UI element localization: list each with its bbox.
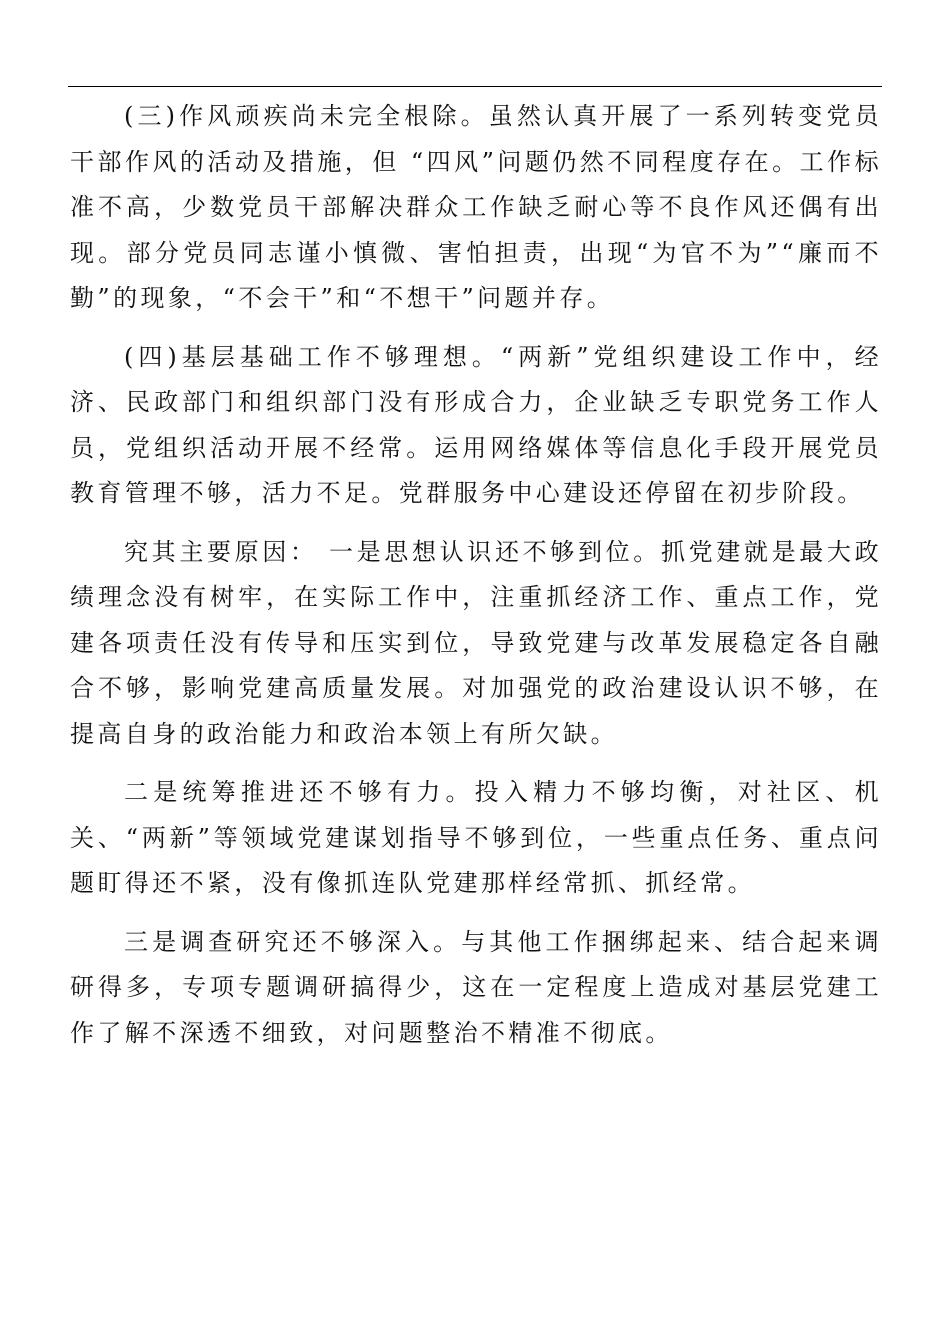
header-rule bbox=[68, 86, 882, 87]
paragraph-coordination: 二是统筹推进还不够有力。投入精力不够均衡，对社区、机关、“两新”等领域党建谋划指导不够到位，一些重点任务、重点问题盯得还不紧，没有像抓连队党建那样经常抓、抓经常。 bbox=[70, 778, 882, 897]
document-body bbox=[70, 94, 882, 1069]
paragraph-style-problems: (三)作风顽疾尚未完全根除。虽然认真开展了一系列转变党员干部作风的活动及措施，但 “四风”问题仍然不同程度存在。工作标准不高，少数党员干部解决群众工作缺乏耐心等不良作风还偶有出现。部分党员同志谨小慎微、害怕担责，出现“为官不为”“廉而不勤”的现象，“不会干”和“不想干”问题并存。 bbox=[70, 102, 882, 312]
paragraph-main-causes: 究其主要原因： 一是思想认识还不够到位。抓党建就是最大政绩理念没有树牢，在实际工作中，注重抓经济工作、重点工作，党建各项责任没有传导和压实到位，导致党建与改革发展稳定各自融合不够，影响党建高质量发展。对加强党的政治建设认识不够，在提高自身的政治能力和政治本领上有所欠缺。 bbox=[70, 537, 882, 748]
paragraph-grassroots-work: (四)基层基础工作不够理想。“两新”党组织建设工作中，经济、民政部门和组织部门没有形成合力，企业缺乏专职党务工作人员，党组织活动开展不经常。运用网络媒体等信息化手段开展党员教育管理不够，活力不足。党群服务中心建设还停留在初步阶段。 bbox=[70, 342, 882, 507]
paragraph-research: 三是调查研究还不够深入。与其他工作捆绑起来、结合起来调研得多，专项专题调研搞得少，这在一定程度上造成对基层党建工作了解不深透不细致，对问题整治不精准不彻底。 bbox=[70, 927, 882, 1047]
